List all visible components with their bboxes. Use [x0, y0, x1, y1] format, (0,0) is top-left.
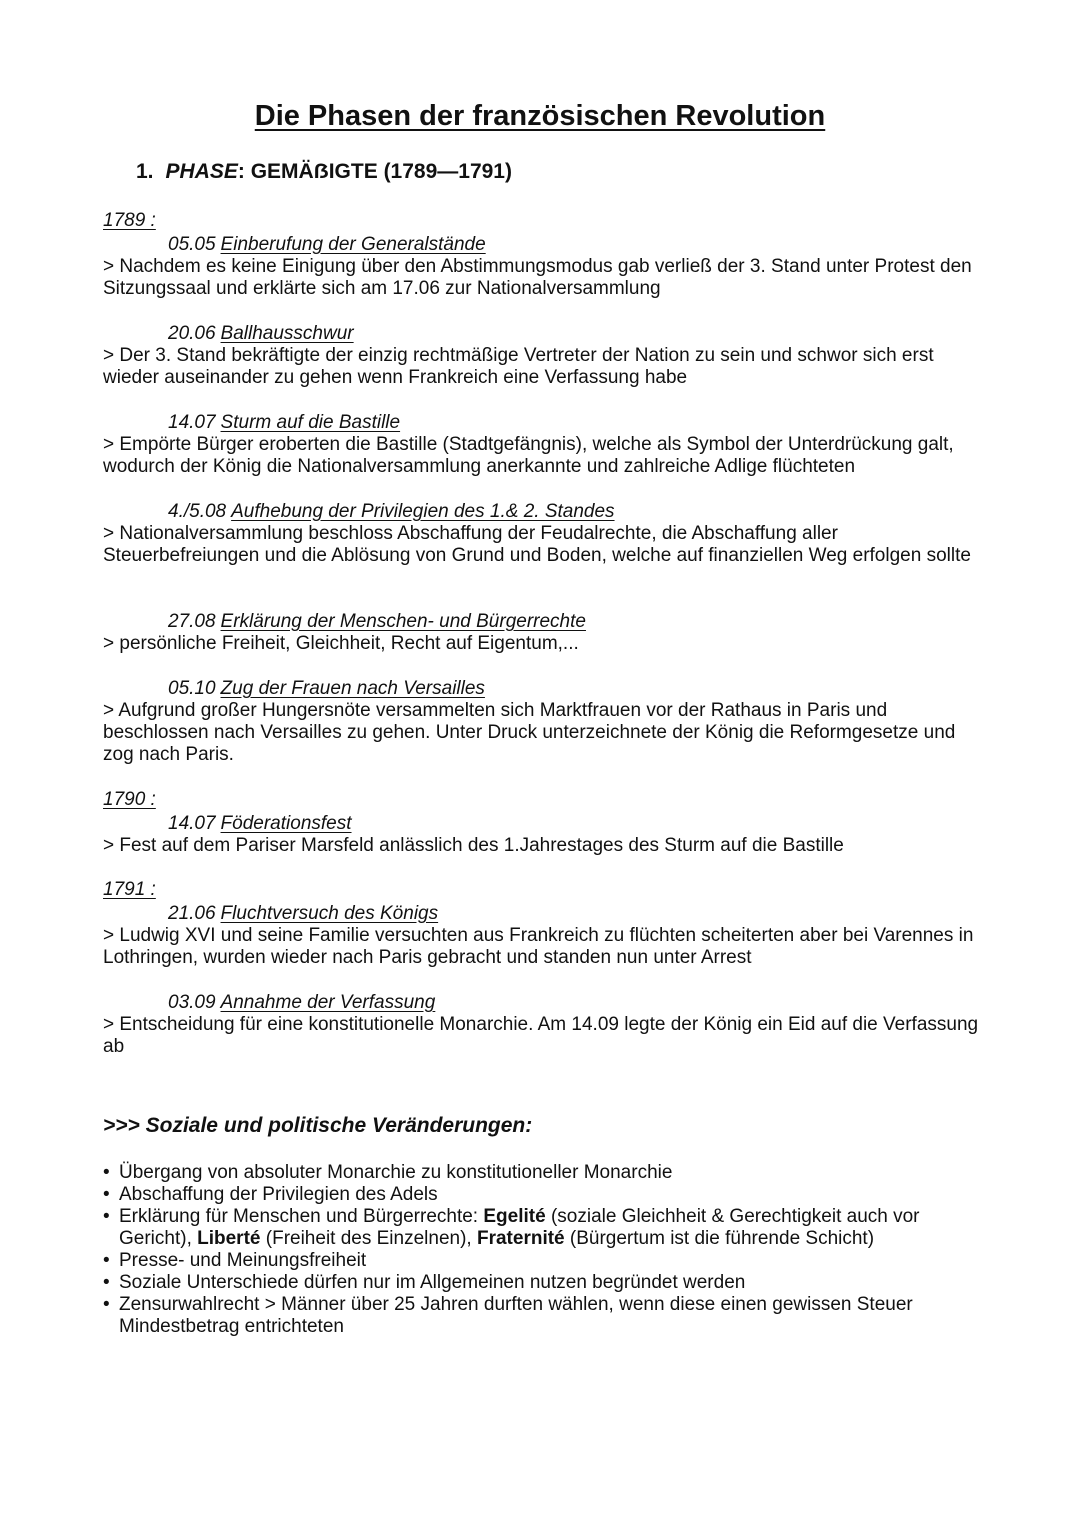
section-heading: >>> Soziale und politische Veränderungen: [103, 1114, 533, 1137]
event-date: 14.07 [168, 412, 216, 433]
event-name: Erklärung der Menschen- und Bürgerrechte [220, 611, 586, 632]
term-egalite: Egelité [483, 1206, 546, 1227]
list-item [103, 1206, 983, 1250]
event-description: > Der 3. Stand bekräftigte der einzig rechtmäßige Vertreter der Nation zu sein und schwor sich erst wieder auseinander zu gehen wenn Frankreich eine Verfassung habe [103, 345, 934, 388]
phase-label: PHASE [165, 160, 238, 183]
list-item-text: Erklärung für Menschen und Bürgerrechte: [119, 1206, 484, 1227]
event-date: 4./5.08 [168, 501, 227, 522]
event-description: > persönliche Freiheit, Gleichheit, Recht auf Eigentum,... [103, 633, 579, 654]
document-title: Die Phasen der französischen Revolution [254, 100, 826, 132]
event-date: 05.05 [168, 234, 216, 255]
event-description: > Aufgrund großer Hungersnöte versammelten sich Marktfrauen vor der Rathaus in Paris und beschlossen nach Versailles zu gehen. Unter Druck unterzeichnete der König die Reformgesetze und zog nach Paris. [103, 700, 956, 765]
event-date: 05.10 [168, 678, 216, 699]
year-label-1789: 1789 : [103, 210, 156, 231]
event-name: Fluchtversuch des Königs [220, 903, 439, 924]
event-description: > Entscheidung für eine konstitutionelle Monarchie. Am 14.09 legte der König ein Eid auf die Verfassung ab [103, 1014, 979, 1057]
event-name: Zug der Frauen nach Versailles [220, 678, 485, 699]
event-item [103, 992, 983, 1058]
list-item: • Soziale Unterschiede dürfen nur im Allgemeinen nutzen begründet werden [103, 1272, 983, 1294]
list-item: • Übergang von absoluter Monarchie zu konstitutioneller Monarchie [103, 1162, 983, 1184]
list-item: • Zensurwahlrecht > Männer über 25 Jahren durften wählen, wenn diese einen gewissen Steuer Mindestbetrag entrichteten [103, 1294, 983, 1338]
event-date: 27.08 [168, 611, 216, 632]
term-liberte: Liberté [197, 1228, 261, 1249]
event-name: Aufhebung der Privilegien des 1.& 2. Standes [231, 501, 615, 522]
list-item-text: (soziale Gleichheit & Gerechtigkeit auch vor Gericht), [119, 1206, 920, 1249]
event-date: 14.07 [168, 813, 216, 834]
event-item [103, 501, 983, 567]
event-item [103, 903, 983, 969]
event-item [103, 323, 983, 389]
event-item [103, 234, 983, 300]
year-label-1790: 1790 : [103, 789, 156, 810]
phase-title: : GEMÄẞIGTE (1789—1791) [237, 160, 512, 183]
term-fraternite: Fraternité [476, 1228, 565, 1249]
event-name: Föderationsfest [220, 813, 352, 834]
phase-heading [136, 160, 512, 184]
list-item: • Abschaffung der Privilegien des Adels [103, 1184, 983, 1206]
event-item [103, 412, 983, 478]
event-date: 20.06 [168, 323, 216, 344]
event-name: Ballhausschwur [220, 323, 354, 344]
event-date: 03.09 [168, 992, 216, 1013]
event-name: Annahme der Verfassung [220, 992, 436, 1013]
event-description: > Ludwig XVI und seine Familie versuchten aus Frankreich zu flüchten scheiterten aber bei Varennes in Lothringen, wurden wieder nach Paris gebracht und standen nun unter Arrest [103, 925, 974, 968]
list-item-text: (Bürgertum ist die führende Schicht) [564, 1228, 875, 1249]
event-description: > Nationalversammlung beschloss Abschaffung der Feudalrechte, die Abschaffung aller Steuerbefreiungen und die Ablösung von Grund und Boden, welche auf finanziellen Weg erfolgen sollte [103, 523, 971, 566]
event-item [103, 678, 983, 766]
event-item [103, 813, 983, 857]
event-name: Einberufung der Generalstände [220, 234, 486, 255]
event-description: > Empörte Bürger eroberten die Bastille (Stadtgefängnis), welche als Symbol der Unterdrückung galt, wodurch der König die Nationalversammlung anerkannte und zahlreiche Adlige flüchteten [103, 434, 954, 477]
event-name: Sturm auf die Bastille [220, 412, 401, 433]
year-label-1791: 1791 : [103, 879, 156, 900]
event-date: 21.06 [168, 903, 216, 924]
phase-number: 1. [136, 160, 154, 183]
changes-list [103, 1162, 983, 1338]
event-description: > Nachdem es keine Einigung über den Abstimmungsmodus gab verließ der 3. Stand unter Protest den Sitzungssaal und erklärte sich am 17.06 zur Nationalversammlung [103, 256, 972, 299]
list-item: • Presse- und Meinungsfreiheit [103, 1250, 983, 1272]
event-description: > Fest auf dem Pariser Marsfeld anlässlich des 1.Jahrestages des Sturm auf die Bastille [103, 835, 844, 856]
event-item [103, 611, 983, 655]
list-item-text: (Freiheit des Einzelnen), [260, 1228, 477, 1249]
